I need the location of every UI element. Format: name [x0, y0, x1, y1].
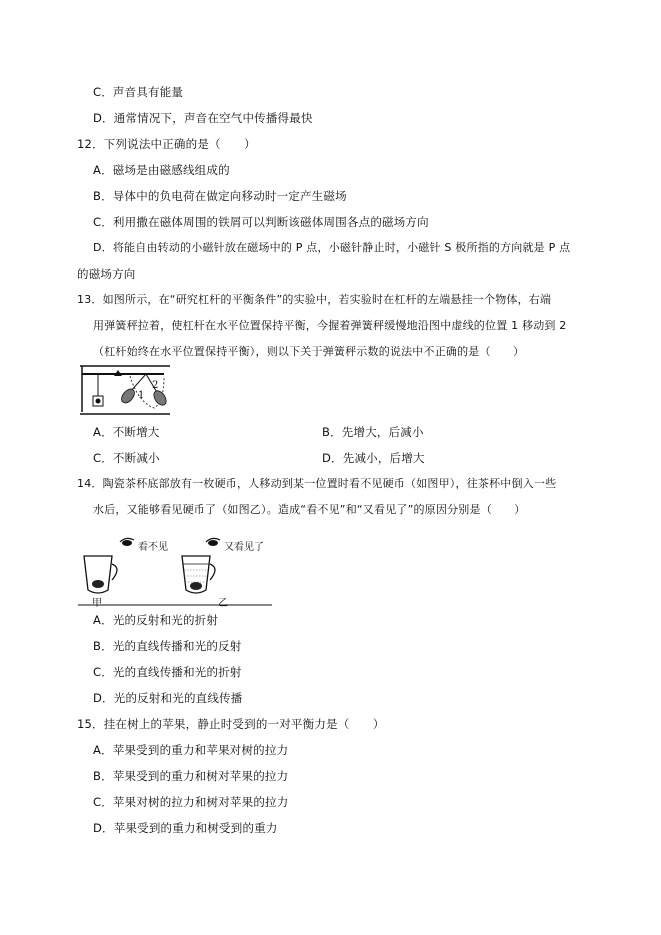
- q13-stem-line1: 13．如图所示，在“研究杠杆的平衡条件”的实验中，若实验时在杠杆的左端悬挂一个物体，右端: [77, 293, 552, 306]
- q11-option-c: C．声音具有能量: [93, 85, 184, 99]
- label-see-again: 又看见了: [224, 542, 264, 553]
- q12-stem: 12．下列说法中正确的是（ ）: [77, 137, 256, 151]
- position-label-2: 2: [152, 380, 159, 391]
- q14-option-a: A．光的反射和光的折射: [93, 613, 219, 627]
- label-jia: 甲: [92, 598, 102, 608]
- q15-stem: 15．挂在树上的苹果，静止时受到的一对平衡力是（ ）: [77, 717, 385, 731]
- q12-option-c: C．利用撒在磁体周围的铁屑可以判断该磁体周围各点的磁场方向: [93, 215, 429, 229]
- q14-stem-line1: 14．陶瓷茶杯底部放有一枚硬币，人移动到某一位置时看不见硬币（如图甲），往茶杯中倒入一些: [77, 477, 557, 490]
- q13-option-c: C．不断减小: [93, 451, 160, 465]
- label-yi: 乙: [218, 598, 228, 608]
- q14-option-b: B．光的直线传播和光的反射: [93, 639, 242, 653]
- q12-option-a: A．磁场是由磁感线组成的: [93, 163, 230, 177]
- q12-option-d-line2: 的磁场方向: [77, 267, 136, 281]
- lever-figure: [78, 364, 172, 416]
- cup-yi: [182, 556, 215, 593]
- q15-option-d: D．苹果受到的重力和树受到的重力: [93, 821, 278, 835]
- cup-jia: [84, 556, 117, 593]
- coin-jia-icon: [92, 580, 104, 588]
- q14-stem-line2: 水后，又能够看见硬币了（如图乙）。造成“看不见”和“又看见了”的原因分别是（ ）: [93, 503, 526, 516]
- hand-icon-1: [119, 387, 137, 406]
- hand-icon-2: [151, 389, 168, 408]
- position-label-1: 1: [138, 390, 145, 401]
- q14-option-d: D．光的反射和光的直线传播: [93, 691, 243, 705]
- q12-option-d-line1: D．将能自由转动的小磁针放在磁场中的 P 点，小磁针静止时，小磁针 S 极所指的方向就是 P 点: [93, 241, 571, 254]
- coin-yi-icon: [190, 582, 202, 590]
- hanging-object-hook: [96, 399, 101, 404]
- q15-option-a: A．苹果受到的重力和苹果对树的拉力: [93, 743, 289, 757]
- label-cannot-see: 看不见: [138, 542, 168, 553]
- q15-option-c: C．苹果对树的拉力和树对苹果的拉力: [93, 795, 289, 809]
- q15-option-b: B．苹果受到的重力和树对苹果的拉力: [93, 769, 289, 783]
- q13-stem-line2: 用弹簧秤拉着，使杠杆在水平位置保持平衡，今握着弹簧秤缓慢地沿图中虚线的位置 1 移动到 2: [93, 319, 567, 332]
- q13-stem-line3: （杠杆始终在水平位置保持平衡），则以下关于弹簧秤示数的说法中不正确的是（ ）: [93, 345, 525, 358]
- q13-option-d: D．先减小，后增大: [322, 451, 425, 465]
- q13-option-a: A．不断增大: [93, 425, 160, 439]
- eye-icon-jia: [120, 538, 134, 546]
- eye-icon-yi: [206, 538, 220, 546]
- q13-option-b: B．先增大，后减小: [322, 425, 424, 439]
- coin-cup-figure: [78, 526, 274, 608]
- q12-option-b: B．导体中的负电荷在做定向移动时一定产生磁场: [93, 189, 347, 203]
- q14-option-c: C．光的直线传播和光的折射: [93, 665, 242, 679]
- q11-option-d: D．通常情况下，声音在空气中传播得最快: [93, 111, 313, 125]
